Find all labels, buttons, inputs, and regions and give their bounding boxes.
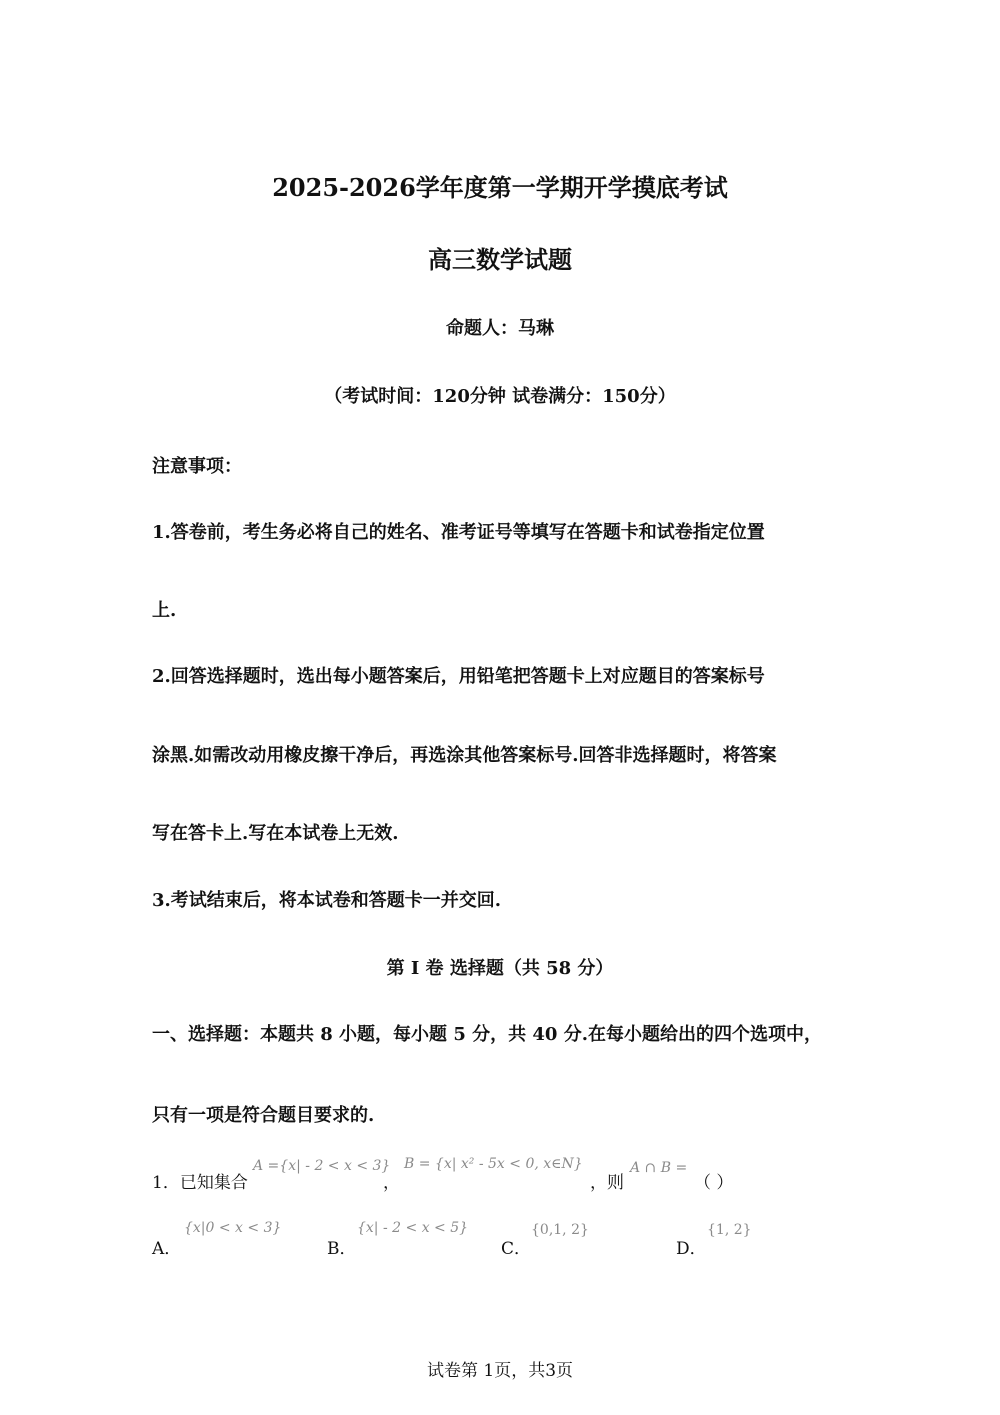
option-a-label: A． (152, 1239, 182, 1259)
option-d-label: D． (676, 1239, 707, 1259)
question-1-set-b: B = {x| x² - 5x < 0, x∈N} (404, 1156, 583, 1172)
option-b-label: B． (327, 1239, 357, 1259)
page-footer: 试卷第 1页，共3页 (426, 1361, 574, 1381)
question-1-then: ，则 (590, 1173, 624, 1193)
note-item-2-line-2: 涂黑.如需改动用橡皮擦干净后，再选涂其他答案标号.回答非选择题时，将答案 (152, 745, 777, 766)
option-c-value: {0,1, 2} (531, 1222, 589, 1238)
note-item-3: 3.考试结束后，将本试卷和答题卡一并交回. (152, 890, 502, 911)
section-title: 第 I 卷 选择题（共 58 分） (386, 958, 614, 979)
note-item-2-line-3: 写在答卡上.写在本试卷上无效. (152, 823, 399, 844)
note-item-1-line-2: 上. (152, 600, 177, 621)
exam-info: （考试时间：120分钟 试卷满分：150分） (324, 386, 676, 407)
note-item-2-line-1: 2.回答选择题时，选出每小题答案后，用铅笔把答题卡上对应题目的答案标号 (152, 666, 765, 687)
exam-subtitle: 高三数学试题 (428, 245, 572, 274)
question-1-comma: ， (383, 1173, 400, 1193)
exam-title: 2025-2026学年度第一学期开学摸底考试 (272, 173, 728, 202)
option-a-value: {x|0 < x < 3} (184, 1220, 282, 1236)
part1-instructions-line-2: 只有一项是符合题目要求的. (152, 1105, 375, 1126)
author-line: 命题人：马琳 (446, 318, 554, 339)
notes-heading: 注意事项： (152, 456, 242, 477)
question-1-prefix: 1．已知集合 (152, 1173, 248, 1193)
option-c-label: C． (501, 1239, 532, 1259)
part1-instructions-line-1: 一、选择题：本题共 8 小题，每小题 5 分，共 40 分.在每小题给出的四个选项中， (152, 1024, 822, 1045)
option-b-value: {x| - 2 < x < 5} (357, 1220, 469, 1236)
question-1-answer-bracket: （ ） (694, 1173, 734, 1193)
question-1-set-a: A ={x| - 2 < x < 3} (253, 1158, 391, 1174)
question-1-expression: A ∩ B = (630, 1160, 688, 1176)
option-d-value: {1, 2} (707, 1222, 752, 1238)
note-item-1-line-1: 1.答卷前，考生务必将自己的姓名、准考证号等填写在答题卡和试卷指定位置 (152, 522, 765, 543)
